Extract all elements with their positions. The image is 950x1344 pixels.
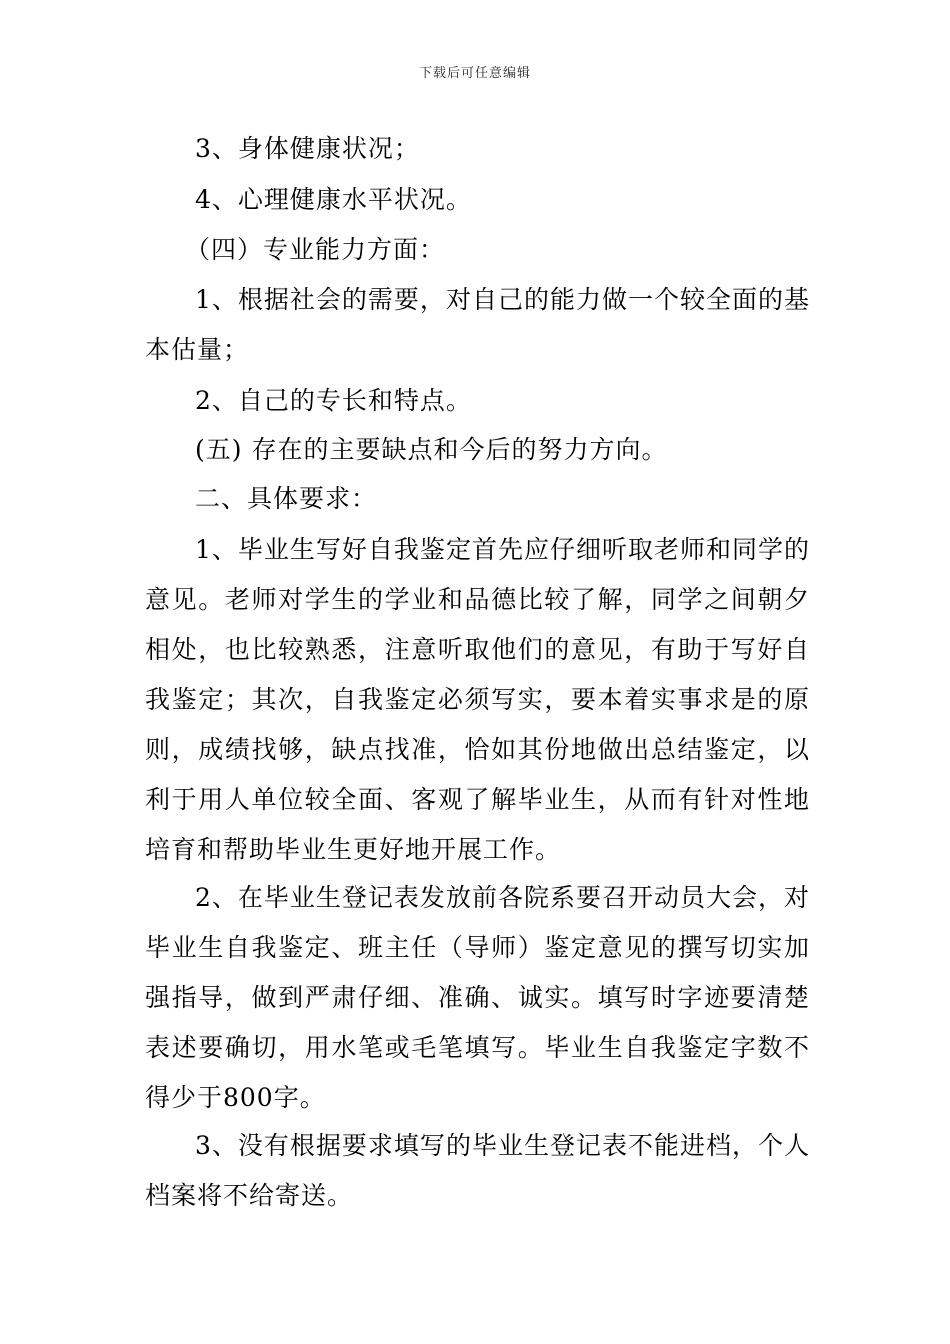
section-heading-requirements: 二、具体要求： [195, 484, 378, 513]
paragraph-health: 3、身体健康状况； [195, 134, 420, 163]
paragraph-mental-health: 4、心理健康水平状况。 [195, 185, 472, 214]
section-heading-shortcomings: (五) 存在的主要缺点和今后的努力方向。 [195, 435, 668, 464]
requirement-3: 3、没有根据要求填写的毕业生登记表不能进档，个人档案将不给寄送。 [145, 1131, 810, 1210]
paragraph-specialty: 2、自己的专长和特点。 [195, 386, 472, 415]
paragraph-ability: 1、根据社会的需要，对自己的能力做一个较全面的基本估量； [145, 285, 810, 364]
requirement-2: 2、在毕业生登记表发放前各院系要召开动员大会，对毕业生自我鉴定、班主任（导师）鉴定意见的撰写切实加强指导，做到严肃仔细、准确、诚实。填写时字迹要清楚表述要确切，用水笔或毛笔填写。毕业生自我鉴定字数不得少于800字。 [145, 883, 810, 1112]
requirement-1: 1、毕业生写好自我鉴定首先应仔细听取老师和同学的意见。老师对学生的学业和品德比较了解，同学之间朝夕相处，也比较熟悉，注意听取他们的意见，有助于写好自我鉴定；其次，自我鉴定必须写实，要本着实事求是的原则，成绩找够，缺点找准，恰如其份地做出总结鉴定，以利于用人单位较全面、客观了解毕业生，从而有针对性地培育和帮助毕业生更好地开展工作。 [145, 535, 810, 864]
section-heading-professional: （四）专业能力方面： [185, 235, 446, 264]
page-header: 下载后可任意编辑 [418, 66, 531, 81]
